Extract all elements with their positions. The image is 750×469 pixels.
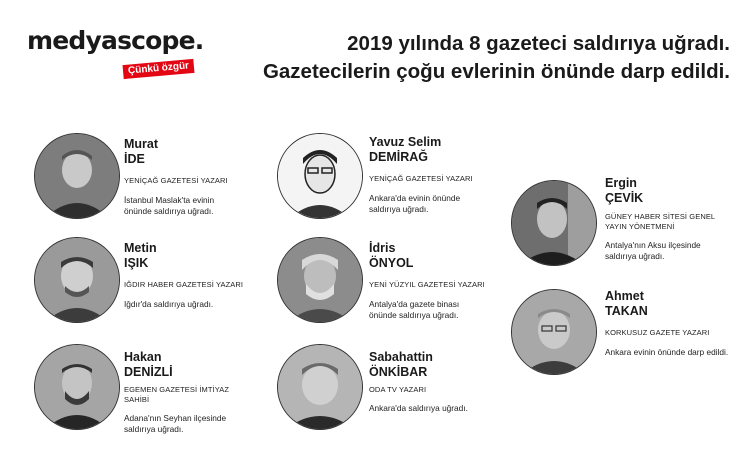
description: Ankara'da evinin önünde saldırıya uğradı.: [369, 193, 461, 214]
role: YENİÇAĞ GAZETESİ YAZARI: [124, 176, 228, 185]
journalist-card-ergin-cevik: [511, 176, 731, 275]
headline-line-1: 2019 yılında 8 gazeteci saldırıya uğradı.: [347, 32, 730, 55]
portrait-photo-icon: [277, 237, 363, 323]
role: YENİ YÜZYIL GAZETESİ YAZARI: [369, 280, 485, 289]
description: İstanbul Maslak'ta evinin önünde saldırıya uğradı.: [124, 195, 215, 216]
journalist-card-ahmet-takan: [511, 289, 731, 384]
journalist-card-sabahattin-onkibar: [277, 344, 487, 444]
journalist-card-murat-ide: [34, 133, 244, 228]
journalist-card-hakan-denizli: [34, 344, 244, 444]
first-name: İdris: [369, 241, 396, 255]
description: Ankara'da saldırıya uğradı.: [369, 403, 468, 413]
last-name: İDE: [124, 152, 145, 166]
headline: [260, 30, 730, 86]
portrait-photo-icon: [34, 344, 120, 430]
tagline-badge: Çünkü özgür: [123, 59, 195, 79]
medyascope-logo[interactable]: medyascope.: [27, 26, 204, 55]
portrait-photo-icon: [511, 289, 597, 375]
last-name: DEMİRAĞ: [369, 150, 429, 164]
description: Antalya'nın Aksu ilçesinde saldırıya uğradı.: [605, 240, 701, 261]
description: Antalya'da gazete binası önünde saldırıya uğradı.: [369, 299, 460, 320]
role: GÜNEY HABER SİTESİ GENEL YAYIN YÖNETMENİ: [605, 212, 715, 231]
portrait-photo-icon: [511, 180, 597, 266]
role: EGEMEN GAZETESİ İMTİYAZ SAHİBİ: [124, 385, 230, 404]
journalist-card-yavuz-selim-demirag: [277, 133, 487, 228]
last-name: DENİZLİ: [124, 365, 173, 379]
first-name: Ahmet: [605, 289, 644, 303]
portrait-illustration-icon: [277, 133, 363, 219]
first-name: Ergin: [605, 176, 637, 190]
last-name: IŞIK: [124, 256, 149, 270]
last-name: ÖNKİBAR: [369, 365, 428, 379]
last-name: TAKAN: [605, 304, 648, 318]
description: Adana'nın Seyhan ilçesinde saldırıya uğradı.: [124, 413, 227, 434]
description: Ankara evinin önünde darp edildi.: [605, 347, 729, 357]
first-name: Murat: [124, 137, 159, 151]
portrait-photo-icon: [34, 237, 120, 323]
first-name: Metin: [124, 241, 157, 255]
journalist-card-idris-onyol: [277, 237, 487, 332]
last-name: ÇEVİK: [605, 191, 644, 205]
role: YENİÇAĞ GAZETESİ YAZARI: [369, 174, 473, 183]
role: KORKUSUZ GAZETE YAZARI: [605, 328, 710, 337]
description: Iğdır'da saldırıya uğradı.: [124, 299, 214, 309]
portrait-photo-icon: [34, 133, 120, 219]
role: ODA TV YAZARI: [369, 385, 427, 394]
last-name: ÖNYOL: [369, 256, 414, 270]
first-name: Sabahattin: [369, 350, 433, 364]
first-name: Hakan: [124, 350, 162, 364]
role: IĞDIR HABER GAZETESİ YAZARI: [124, 280, 244, 289]
headline-line-2: Gazetecilerin çoğu evlerinin önünde darp edildi.: [262, 60, 730, 83]
journalist-card-metin-isik: [34, 237, 244, 332]
first-name: Yavuz Selim: [369, 135, 442, 149]
portrait-photo-icon: [277, 344, 363, 430]
